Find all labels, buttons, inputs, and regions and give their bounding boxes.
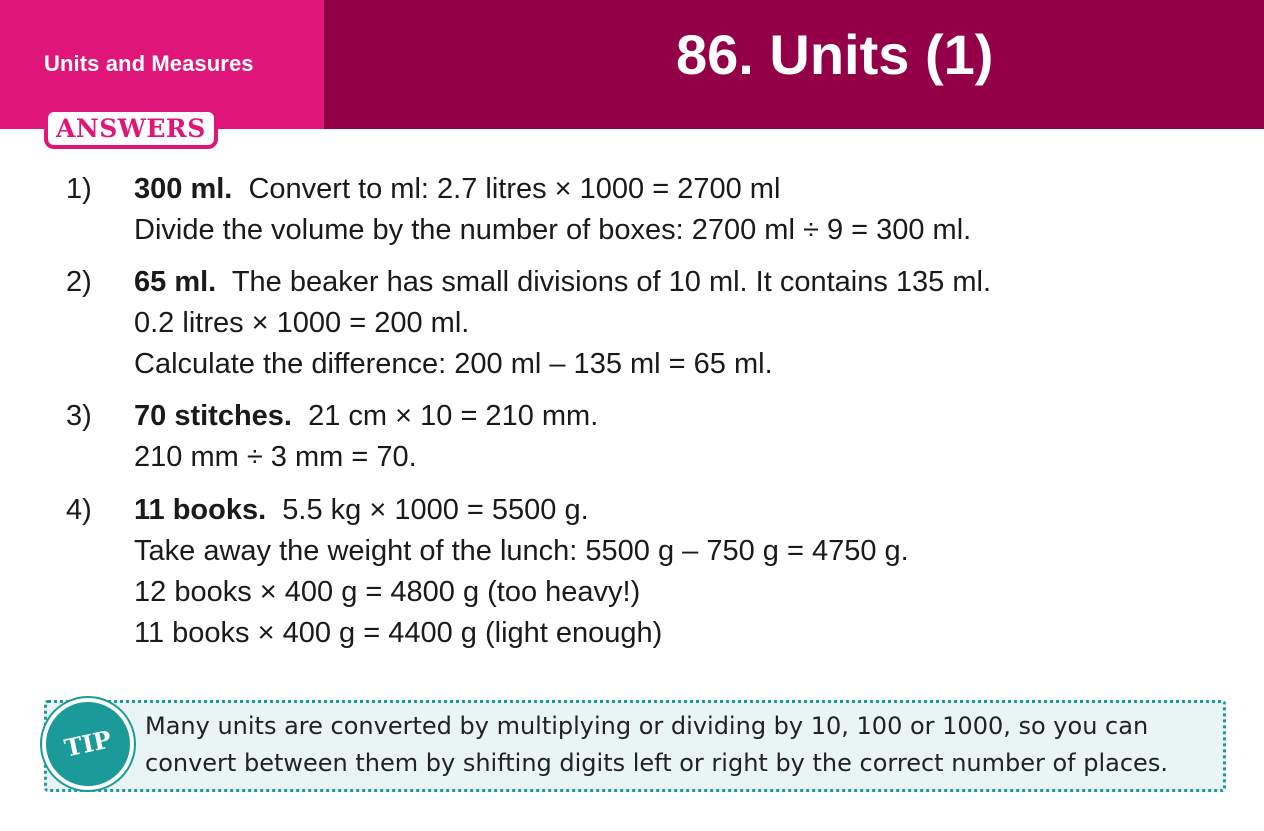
answer-number: 3) (66, 400, 92, 432)
working-text: 5.5 kg × 1000 = 5500 g. (282, 494, 589, 526)
working-line: Take away the weight of the lunch: 5500 g – 750 g = 4750 g. (134, 535, 909, 567)
working-line: 12 books × 400 g = 4800 g (too heavy!) (134, 576, 641, 608)
answer-result: 11 books. (134, 494, 267, 526)
working-line: Divide the volume by the number of boxes: 2700 ml ÷ 9 = 300 ml. (134, 214, 972, 246)
answer-result: 70 stitches. (134, 400, 292, 432)
answer-line (134, 396, 598, 437)
working-text: 21 cm × 10 = 210 mm. (308, 400, 599, 432)
tip-line: convert between them by shifting digits left or right by the correct number of places. (145, 749, 1168, 777)
page-title: 86. Units (1) (676, 23, 994, 86)
tip-badge-label: TIP (61, 724, 114, 763)
answer-number: 2) (66, 266, 92, 298)
title-header (324, 0, 1264, 129)
answer-line (134, 490, 909, 531)
answers-badge: ANSWERS (44, 108, 218, 149)
answer-number: 1) (66, 173, 92, 205)
working-text: The beaker has small divisions of 10 ml. It contains 135 ml. (231, 266, 991, 298)
answer-line (134, 169, 971, 210)
answer-result: 65 ml. (134, 266, 217, 298)
working-line: Calculate the difference: 200 ml – 135 ml = 65 ml. (134, 348, 773, 380)
answer-line (134, 262, 991, 303)
tip-line: Many units are converted by multiplying or dividing by 10, 100 or 1000, so you can (145, 712, 1149, 740)
section-label: Units and Measures (44, 51, 254, 76)
tip-text (145, 708, 1205, 782)
answer-number: 4) (66, 494, 92, 526)
working-line: 210 mm ÷ 3 mm = 70. (134, 441, 417, 473)
working-text: Convert to ml: 2.7 litres × 1000 = 2700 ml (248, 173, 781, 205)
working-line: 11 books × 400 g = 4400 g (light enough) (134, 617, 663, 649)
answer-result: 300 ml. (134, 173, 233, 205)
working-line: 0.2 litres × 1000 = 200 ml. (134, 307, 470, 339)
